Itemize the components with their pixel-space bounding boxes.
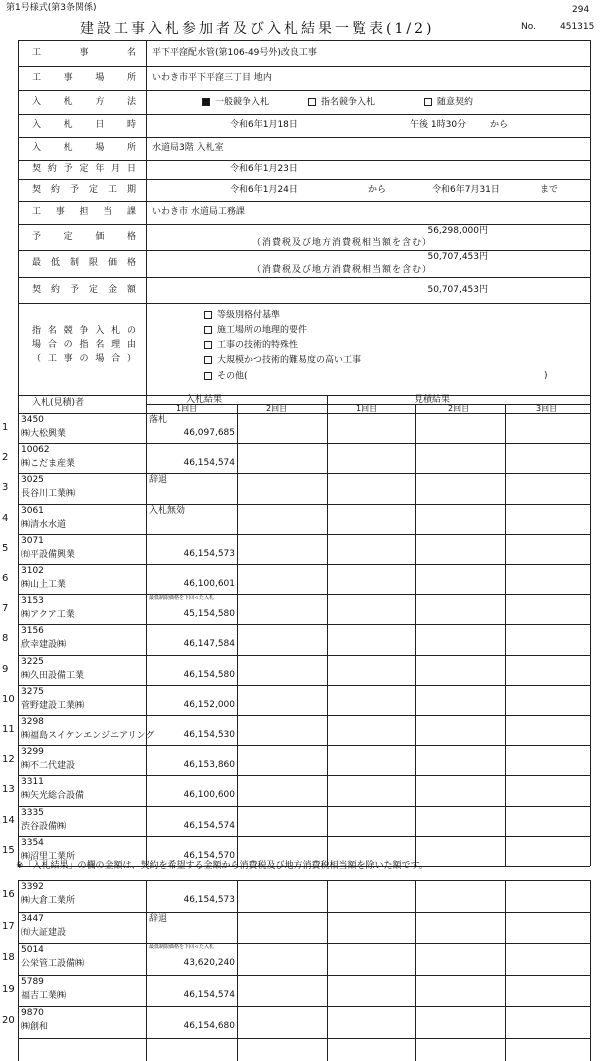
footnote: ※「入札結果」の欄の金額は、契約を希望する金額から消費税及び地方消費税相当額を除いた額です。 xyxy=(16,861,428,871)
label-nyusatsu-basho: 入 札 場 所 xyxy=(32,143,136,153)
checkbox-icon xyxy=(204,311,212,319)
row-index: 14 xyxy=(2,814,15,826)
bidder-code: 3061 xyxy=(21,505,44,516)
bidder-name: ㈱大松興業 xyxy=(21,429,67,439)
bid-amount: 46,154,574 xyxy=(183,989,235,1000)
bid-amount: 46,154,574 xyxy=(183,820,235,831)
bid-amount: 46,154,570 xyxy=(183,850,235,861)
bidder-name: ㈱清水水道 xyxy=(21,519,67,530)
bid-status-note: 入札無効 xyxy=(149,505,186,516)
col-header-3: 1回目 xyxy=(356,404,378,413)
label-shimei-1: 指名競争入札の xyxy=(32,326,136,336)
checkbox-icon xyxy=(204,356,212,364)
bidder-name: ㈱福島スイケンエンジニアリング xyxy=(21,731,155,741)
method-nominated-option: 指名競争入札 xyxy=(308,98,375,108)
tanto-value: いわき市 水道局工務課 xyxy=(152,207,245,217)
mitsumori-kekka-header: 見積結果 xyxy=(414,395,451,405)
bidder-name: ㈱創和 xyxy=(21,1022,49,1032)
reason-1: 等級別格付基準 xyxy=(204,311,280,321)
row-index: 8 xyxy=(2,633,9,645)
bid-amount: 46,154,580 xyxy=(183,669,235,680)
bidder-name: ㈱山上工業 xyxy=(21,580,67,590)
bid-amount: 46,154,680 xyxy=(183,1021,235,1031)
bid-amount: 46,152,000 xyxy=(183,699,235,710)
keiyaku-yotei-bi-value: 令和6年1月23日 xyxy=(230,164,298,174)
bidder-name: ㈱不二代建設 xyxy=(21,761,76,772)
checked-box-icon xyxy=(202,98,210,106)
label-keiyaku-yotei-koki: 契約予定工期 xyxy=(32,185,136,195)
keiyaku-kingaku-value: 50,707,453円 xyxy=(427,285,488,295)
row-index: 3 xyxy=(2,482,9,494)
bid-amount: 46,153,860 xyxy=(183,760,235,771)
bid-amount: 46,097,685 xyxy=(183,428,235,438)
method-negotiated-option: 随意契約 xyxy=(424,98,473,108)
koki-kara: から xyxy=(368,185,387,195)
bidder-name: ㈱矢光総合設備 xyxy=(21,791,85,802)
bid-status-note: 落札 xyxy=(149,415,168,425)
bidder-code: 10062 xyxy=(21,445,50,456)
bidder-name: ㈱久田設備工業 xyxy=(21,670,85,681)
bidder-code: 3153 xyxy=(21,596,44,607)
bidder-name: 公栄管工設備㈱ xyxy=(21,959,85,969)
bidder-name: 菅野建設工業㈱ xyxy=(21,700,85,711)
bidder-code: 3447 xyxy=(21,913,44,924)
bidder-code: 3335 xyxy=(21,807,44,818)
yotei-kakaku-value: 56,298,000円 xyxy=(427,226,488,236)
nyusatsu-date: 令和6年1月18日 xyxy=(230,120,298,130)
bid-amount: 46,100,601 xyxy=(183,579,235,589)
bidder-name: 渋谷設備㈱ xyxy=(21,821,67,832)
bidder-code: 3156 xyxy=(21,626,44,637)
label-nyusatsu-hoho: 入 札 方 法 xyxy=(32,97,136,107)
label-shimei-3: （工事の場合） xyxy=(32,354,136,364)
bidder-code: 3071 xyxy=(21,535,44,546)
label-koji-basho: 工 事 場 所 xyxy=(32,73,136,83)
bidder-code: 3392 xyxy=(21,882,44,892)
bidder-code: 5789 xyxy=(21,976,44,987)
label-saitei-kakaku: 最低制限価格 xyxy=(32,258,136,268)
bid-amount: 46,154,573 xyxy=(183,895,235,905)
bidder-name: 長谷川工業㈱ xyxy=(21,489,76,500)
bidder-name: ㈱沼里工業所 xyxy=(21,851,76,862)
col-header-4: 2回目 xyxy=(448,404,470,413)
bidder-code: 3298 xyxy=(21,717,44,727)
col-header-1: 1回目 xyxy=(176,404,198,413)
reason-2: 施工場所の地理的要件 xyxy=(204,326,307,336)
koki-start: 令和6年1月24日 xyxy=(230,185,298,195)
checkbox-icon xyxy=(424,98,432,106)
method-general-option: 一般競争入札 xyxy=(202,98,269,108)
row-index: 18 xyxy=(2,952,15,963)
tax-note-1: （消費税及び地方消費税相当額を含む） xyxy=(252,238,433,248)
bidder-name: 欣幸建設㈱ xyxy=(21,640,67,651)
nyusatsu-kekka-header: 入札結果 xyxy=(186,395,223,405)
bidder-code: 3025 xyxy=(21,475,44,486)
bidder-code: 3225 xyxy=(21,656,44,667)
document-title: 建設工事入札参加者及び入札結果一覧表(1/2) xyxy=(80,21,435,37)
label-koji-mei: 工 事 名 xyxy=(32,48,136,58)
bidder-code: 9870 xyxy=(21,1008,44,1018)
bidder-name: ㈱こだま産業 xyxy=(21,459,76,470)
row-index: 1 xyxy=(2,422,9,433)
bid-amount: 43,620,240 xyxy=(183,958,235,968)
nyusatsu-basho-value: 水道局3階 入札室 xyxy=(152,143,224,153)
nyusatsu-kara: から xyxy=(490,120,509,130)
saitei-kakaku-value: 50,707,453円 xyxy=(427,252,488,262)
label-tanto: 工 事 担 当 課 xyxy=(32,207,136,217)
reason-3: 工事の技術的特殊性 xyxy=(204,341,298,351)
label-keiyaku-yotei-bi: 契約予定年月日 xyxy=(32,164,136,174)
bidder-code: 3354 xyxy=(21,837,44,848)
row-index: 11 xyxy=(2,724,15,735)
bidder-code: 5014 xyxy=(21,945,44,955)
koki-end: 令和6年7月31日 xyxy=(432,185,500,195)
label-shimei-2: 場合の指名理由 xyxy=(32,340,136,350)
row-index: 20 xyxy=(2,1015,15,1026)
row-index: 6 xyxy=(2,573,9,584)
row-index: 7 xyxy=(2,603,9,615)
number-label: No. xyxy=(521,22,536,32)
bidder-name: ㈱アクア工業 xyxy=(21,610,75,621)
row-index: 10 xyxy=(2,693,15,705)
page-number: 294 xyxy=(572,5,590,15)
bid-amount: 46,154,530 xyxy=(183,730,235,740)
koji-basho-value: いわき市平下平窪三丁目 地内 xyxy=(152,73,272,83)
nyusatsu-time: 午後 1時30分 xyxy=(410,120,467,130)
bidder-code: 3299 xyxy=(21,747,44,758)
bidder-name: 福吉工業㈱ xyxy=(21,990,67,1001)
label-nyusatsu-nichiji: 入 札 日 時 xyxy=(32,120,136,130)
bidder-name: ㈱大倉工業所 xyxy=(21,896,76,906)
bid-amount: 46,147,584 xyxy=(183,639,235,650)
reason-close: ) xyxy=(544,371,548,381)
reason-5: その他( xyxy=(204,372,248,382)
bid-amount: 46,154,574 xyxy=(183,458,235,469)
label-yotei-kakaku: 予 定 価 格 xyxy=(32,232,136,242)
label-keiyaku-kingaku: 契約予定金額 xyxy=(32,285,136,295)
reason-4: 大規模かつ技術的難易度の高い工事 xyxy=(204,356,361,366)
row-index: 16 xyxy=(2,889,15,900)
row-index: 9 xyxy=(2,663,9,675)
row-index: 13 xyxy=(2,784,15,796)
bidder-code: 3102 xyxy=(21,566,44,576)
bidder-code: 3311 xyxy=(21,777,44,788)
bidder-header: 入札(見積)者 xyxy=(32,398,85,408)
tax-note-2: （消費税及び地方消費税相当額を含む） xyxy=(252,265,433,275)
number-value: 451315 xyxy=(560,22,595,32)
koki-made: まで xyxy=(540,185,559,195)
form-number: 第1号様式(第3条関係) xyxy=(6,3,97,13)
col-header-2: 2回目 xyxy=(266,404,288,413)
bid-amount: 45,154,580 xyxy=(183,609,235,620)
bid-small-note: 最低制限価格を下回った入札 xyxy=(149,595,215,602)
checkbox-icon xyxy=(204,372,212,380)
checkbox-icon xyxy=(204,341,212,349)
row-index: 15 xyxy=(2,844,15,856)
bidder-code: 3450 xyxy=(21,415,44,425)
row-index: 12 xyxy=(2,754,15,766)
bidder-name: ㈲大証建設 xyxy=(21,927,67,938)
bidder-name: ㈲平設備興業 xyxy=(21,549,76,560)
bid-status-note: 辞退 xyxy=(149,475,168,486)
row-index: 19 xyxy=(2,983,15,995)
row-index: 5 xyxy=(2,542,9,554)
checkbox-icon xyxy=(308,98,316,106)
row-index: 17 xyxy=(2,920,15,932)
checkbox-icon xyxy=(204,326,212,334)
bid-small-note: 最低制限価格を下回った入札 xyxy=(149,944,215,950)
bid-amount: 46,154,573 xyxy=(183,548,235,559)
row-index: 4 xyxy=(2,512,9,524)
koji-mei-value: 平下平窪配水管(第106-49号外)改良工事 xyxy=(152,48,317,58)
col-header-5: 3回目 xyxy=(536,404,558,413)
bid-status-note: 辞退 xyxy=(149,913,168,924)
bidder-code: 3275 xyxy=(21,686,44,697)
row-index: 2 xyxy=(2,452,9,464)
bid-amount: 46,100,600 xyxy=(183,790,235,801)
